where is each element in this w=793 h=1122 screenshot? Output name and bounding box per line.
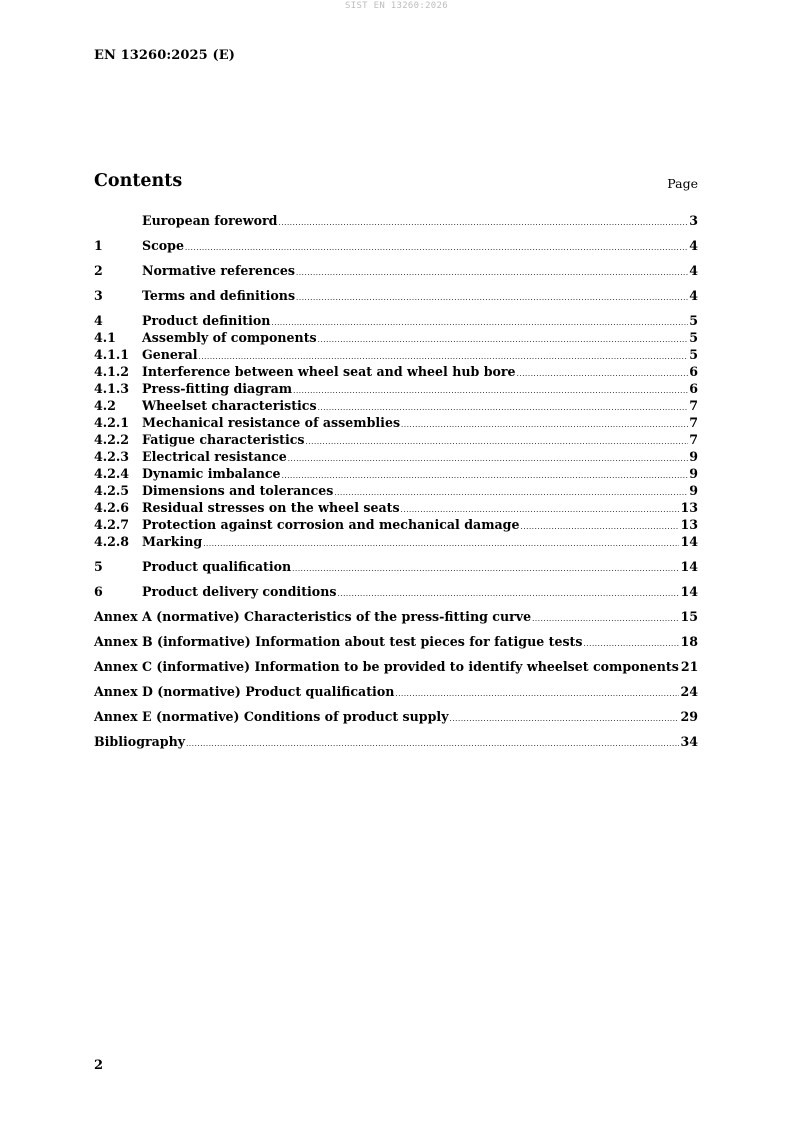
toc-entry-number: 6 bbox=[94, 584, 103, 599]
dot-leader bbox=[199, 350, 689, 363]
toc-entry[interactable] bbox=[94, 733, 698, 750]
toc-entry-number: 4 bbox=[94, 313, 103, 328]
document-id: EN 13260:2025 (E) bbox=[94, 48, 235, 63]
toc-entry[interactable] bbox=[94, 683, 698, 700]
toc-entry-page: 4 bbox=[689, 263, 698, 278]
toc-entry-title: Assembly of components bbox=[142, 330, 317, 345]
toc-entry-page: 7 bbox=[689, 432, 698, 447]
toc-entry-page: 5 bbox=[689, 347, 698, 362]
toc-entry-title: Annex D (normative) Product qualification bbox=[94, 684, 395, 699]
toc-entry[interactable] bbox=[94, 708, 698, 725]
contents-header bbox=[94, 171, 698, 195]
dot-leader bbox=[296, 291, 688, 304]
toc-entry-number: 2 bbox=[94, 263, 103, 278]
toc-entry-page: 4 bbox=[689, 238, 698, 253]
dot-leader bbox=[401, 503, 680, 516]
dot-leader bbox=[292, 562, 679, 575]
toc-entry-title: Electrical resistance bbox=[142, 449, 287, 464]
toc-entry[interactable] bbox=[94, 397, 698, 414]
toc-entry-page: 6 bbox=[689, 364, 698, 379]
toc-entry[interactable] bbox=[94, 212, 698, 229]
toc-entry-page: 9 bbox=[689, 466, 698, 481]
dot-leader bbox=[185, 241, 688, 254]
toc-entry-number: 5 bbox=[94, 559, 103, 574]
toc-entry-number: 4.2.3 bbox=[94, 449, 130, 464]
watermark-text: SIST EN 13260:2026 bbox=[345, 1, 448, 11]
toc-entry-title: Marking bbox=[142, 534, 203, 549]
toc-entry-title: Terms and definitions bbox=[142, 288, 296, 303]
toc-entry-title: Bibliography bbox=[94, 734, 186, 749]
toc-entry-number: 4.2.7 bbox=[94, 517, 130, 532]
dot-leader bbox=[583, 637, 679, 650]
contents-title: Contents bbox=[94, 171, 183, 191]
dot-leader bbox=[318, 333, 689, 346]
toc-entry-page: 14 bbox=[680, 559, 698, 574]
toc-entry-number: 4.1.1 bbox=[94, 347, 130, 362]
toc-entry[interactable] bbox=[94, 414, 698, 431]
dot-leader bbox=[288, 452, 689, 465]
toc-entry-page: 5 bbox=[689, 330, 698, 345]
toc-entry[interactable] bbox=[94, 516, 698, 533]
toc-entry-title: Mechanical resistance of assemblies bbox=[142, 415, 401, 430]
toc-entry[interactable] bbox=[94, 658, 698, 675]
toc-entry[interactable] bbox=[94, 499, 698, 516]
toc-entry[interactable] bbox=[94, 448, 698, 465]
toc-entry-title: Residual stresses on the wheel seats bbox=[142, 500, 400, 515]
toc-entry-number: 4.2.5 bbox=[94, 483, 130, 498]
toc-entry-page: 9 bbox=[689, 449, 698, 464]
toc-entry-page: 24 bbox=[680, 684, 698, 699]
dot-leader bbox=[293, 384, 688, 397]
toc-entry-title: Interference between wheel seat and wheel hub bore bbox=[142, 364, 516, 379]
dot-leader bbox=[278, 216, 688, 229]
toc-entry[interactable] bbox=[94, 608, 698, 625]
toc-entry-title: Dimensions and tolerances bbox=[142, 483, 334, 498]
toc-entry[interactable] bbox=[94, 237, 698, 254]
toc-entry-number: 4.2.1 bbox=[94, 415, 130, 430]
dot-leader bbox=[334, 486, 688, 499]
toc-entry-title: Press-fitting diagram bbox=[142, 381, 293, 396]
toc-entry-title: Wheelset characteristics bbox=[142, 398, 317, 413]
toc-entry-title: Annex C (informative) Information to be provided to identify wheelset components bbox=[94, 659, 679, 674]
toc-entry-page: 13 bbox=[680, 500, 698, 515]
toc-entry-title: Product qualification bbox=[142, 559, 292, 574]
dot-leader bbox=[296, 266, 688, 279]
toc-entry[interactable] bbox=[94, 533, 698, 550]
dot-leader bbox=[450, 712, 680, 725]
toc-entry-title: General bbox=[142, 347, 198, 362]
toc-entry-title: Annex B (informative) Information about test pieces for fatigue tests bbox=[94, 634, 583, 649]
toc-entry[interactable] bbox=[94, 312, 698, 329]
toc-entry-page: 21 bbox=[680, 659, 699, 674]
dot-leader bbox=[282, 469, 689, 482]
toc-entry-title: Product definition bbox=[142, 313, 271, 328]
toc-entry[interactable] bbox=[94, 583, 698, 600]
toc-entry[interactable] bbox=[94, 633, 698, 650]
dot-leader bbox=[401, 418, 688, 431]
toc-entry-page: 15 bbox=[680, 609, 698, 624]
toc-entry-title: Scope bbox=[142, 238, 184, 253]
toc-entry-number: 4.2.8 bbox=[94, 534, 130, 549]
toc-entry[interactable] bbox=[94, 329, 698, 346]
toc-entry-page: 5 bbox=[689, 313, 698, 328]
toc-entry-number: 3 bbox=[94, 288, 103, 303]
toc-entry-title: Fatigue characteristics bbox=[142, 432, 305, 447]
toc-entry-number: 4.2.2 bbox=[94, 432, 130, 447]
toc-entry-title: Dynamic imbalance bbox=[142, 466, 281, 481]
dot-leader bbox=[517, 367, 689, 380]
dot-leader bbox=[203, 537, 679, 550]
toc-entry-title: European foreword bbox=[142, 213, 278, 228]
toc-entry-number: 4.1 bbox=[94, 330, 116, 345]
toc-entry-number: 4.2 bbox=[94, 398, 116, 413]
toc-entry-page: 29 bbox=[680, 709, 698, 724]
toc-entry-title: Product delivery conditions bbox=[142, 584, 337, 599]
dot-leader bbox=[271, 316, 688, 329]
toc-entry-number: 4.1.3 bbox=[94, 381, 130, 396]
toc-entry[interactable] bbox=[94, 346, 698, 363]
toc-entry-page: 7 bbox=[689, 415, 698, 430]
toc-entry-page: 14 bbox=[680, 534, 698, 549]
toc-entry-page: 18 bbox=[680, 634, 698, 649]
toc-entry-number: 4.2.6 bbox=[94, 500, 130, 515]
toc-entry[interactable] bbox=[94, 287, 698, 304]
dot-leader bbox=[532, 612, 679, 625]
toc-entry-page: 13 bbox=[680, 517, 698, 532]
dot-leader bbox=[395, 687, 679, 700]
page-number: 2 bbox=[94, 1058, 104, 1073]
toc-entry[interactable] bbox=[94, 465, 698, 482]
dot-leader bbox=[521, 520, 680, 533]
toc-entry-title: Annex A (normative) Characteristics of the press-fitting curve bbox=[94, 609, 532, 624]
toc-entry[interactable] bbox=[94, 431, 698, 448]
toc-entry-title: Annex E (normative) Conditions of product supply bbox=[94, 709, 449, 724]
toc-entry-title: Protection against corrosion and mechanical damage bbox=[142, 517, 520, 532]
toc-entry-page: 34 bbox=[680, 734, 698, 749]
table-of-contents bbox=[94, 212, 698, 750]
toc-entry[interactable] bbox=[94, 380, 698, 397]
toc-entry-page: 14 bbox=[680, 584, 698, 599]
toc-entry-page: 4 bbox=[689, 288, 698, 303]
toc-entry-page: 6 bbox=[689, 381, 698, 396]
toc-entry[interactable] bbox=[94, 558, 698, 575]
dot-leader bbox=[186, 737, 679, 750]
toc-entry-page: 7 bbox=[689, 398, 698, 413]
toc-entry[interactable] bbox=[94, 482, 698, 499]
toc-entry-number: 4.1.2 bbox=[94, 364, 130, 379]
dot-leader bbox=[318, 401, 689, 414]
toc-entry-number: 4.2.4 bbox=[94, 466, 130, 481]
page-column-label: Page bbox=[667, 176, 698, 191]
toc-entry[interactable] bbox=[94, 262, 698, 279]
toc-entry[interactable] bbox=[94, 363, 698, 380]
toc-entry-title: Normative references bbox=[142, 263, 296, 278]
toc-entry-page: 9 bbox=[689, 483, 698, 498]
toc-entry-page: 3 bbox=[689, 213, 698, 228]
dot-leader bbox=[306, 435, 689, 448]
toc-entry-number: 1 bbox=[94, 238, 103, 253]
dot-leader bbox=[337, 587, 679, 600]
